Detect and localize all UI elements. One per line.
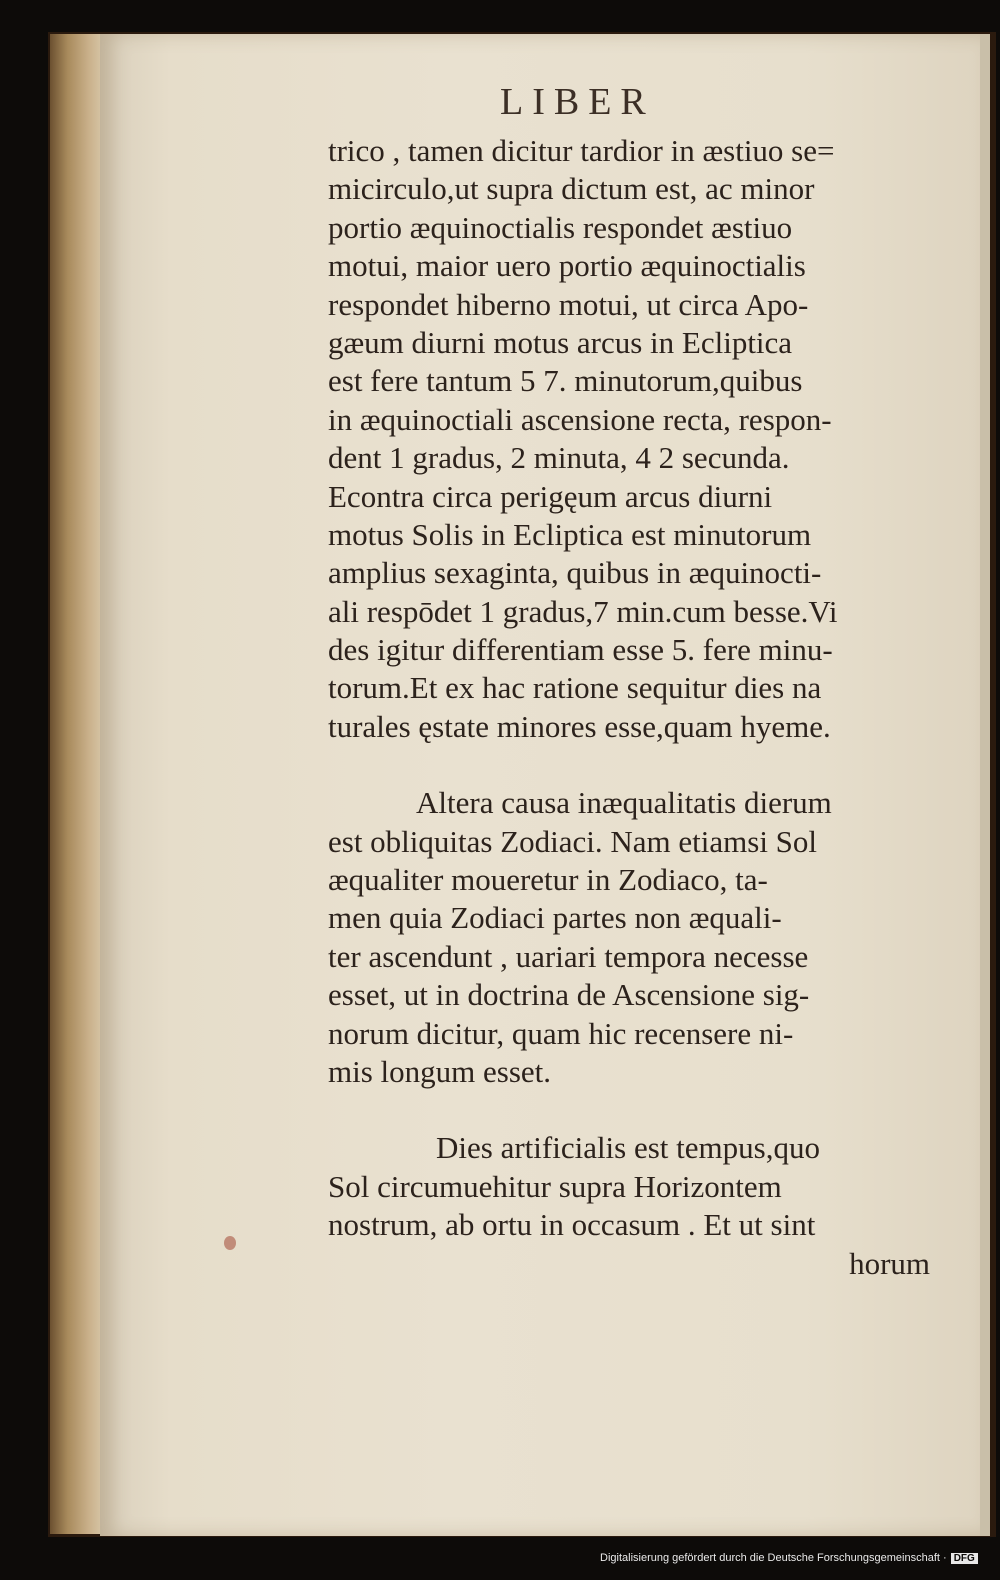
ink-spot — [224, 1236, 236, 1250]
text-line: Econtra circa perigęum arcus diurni — [328, 478, 773, 514]
paragraph-gap — [328, 1091, 936, 1129]
text-line: men quia Zodiaci partes non æquali- — [328, 900, 782, 936]
dfg-logo-icon: DFG — [951, 1553, 978, 1564]
text-line: in æquinoctiali ascensione recta, respon- — [328, 401, 832, 437]
text-line: nostrum, ab ortu in occasum . Et ut sint — [328, 1207, 816, 1243]
text-line: amplius sexaginta, quibus in æquinocti- — [328, 555, 822, 591]
text-line: æqualiter moueretur in Zodiaco, ta- — [328, 862, 768, 898]
text-line: Sol circumuehitur supra Horizontem — [328, 1168, 782, 1204]
text-line: respondet hiberno motui, ut circa Apo- — [328, 286, 809, 322]
text-line: esset, ut in doctrina de Ascensione sig- — [328, 977, 810, 1013]
page-right-edge — [980, 34, 990, 1536]
catchword: horum — [849, 1245, 930, 1281]
text-line: norum dicitur, quam hic recensere ni- — [328, 1015, 794, 1051]
text-line: turales ęstate minores esse,quam hyeme. — [328, 708, 831, 744]
text-line: ali respōdet 1 gradus,7 min.cum besse.Vi — [328, 593, 838, 629]
running-head: LIBER — [500, 81, 655, 123]
text-line: motus Solis in Ecliptica est minutorum — [328, 516, 812, 552]
text-line: micirculo,ut supra dictum est, ac minor — [328, 171, 815, 207]
text-line: est obliquitas Zodiaci. Nam etiamsi Sol — [328, 823, 818, 859]
text-line: motui, maior uero portio æquinoctialis — [328, 248, 806, 284]
text-line: dent 1 gradus, 2 minuta, 4 2 secunda. — [328, 440, 790, 476]
text-line: est fere tantum 5 7. minutorum,quibus — [328, 363, 803, 399]
text-line: Dies artificialis est tempus,quo — [436, 1130, 820, 1166]
text-line: mis longum esset. — [328, 1053, 552, 1089]
footer-credit — [600, 1552, 978, 1564]
text-line: Altera causa inæqualitatis dierum — [416, 785, 832, 821]
paragraph-2 — [328, 784, 936, 1091]
text-line: gæum diurni motus arcus in Ecliptica — [328, 324, 793, 360]
footer-credit-text: Digitalisierung gefördert durch die Deutsche Forschungsgemeinschaft · — [600, 1552, 947, 1564]
text-line: ter ascendunt , uariari tempora necesse — [328, 938, 809, 974]
paragraph-gap — [328, 746, 936, 784]
text-line: portio æquinoctialis respondet æstiuo — [328, 209, 793, 245]
text-line: trico , tamen dicitur tardior in æstiuo se= — [328, 133, 835, 168]
text-line: des igitur differentiam esse 5. fere minu- — [328, 632, 833, 668]
paragraph-3 — [328, 1129, 936, 1283]
paragraph-1 — [328, 132, 936, 746]
page-text — [328, 132, 936, 1283]
text-line: torum.Et ex hac ratione sequitur dies na — [328, 670, 822, 706]
